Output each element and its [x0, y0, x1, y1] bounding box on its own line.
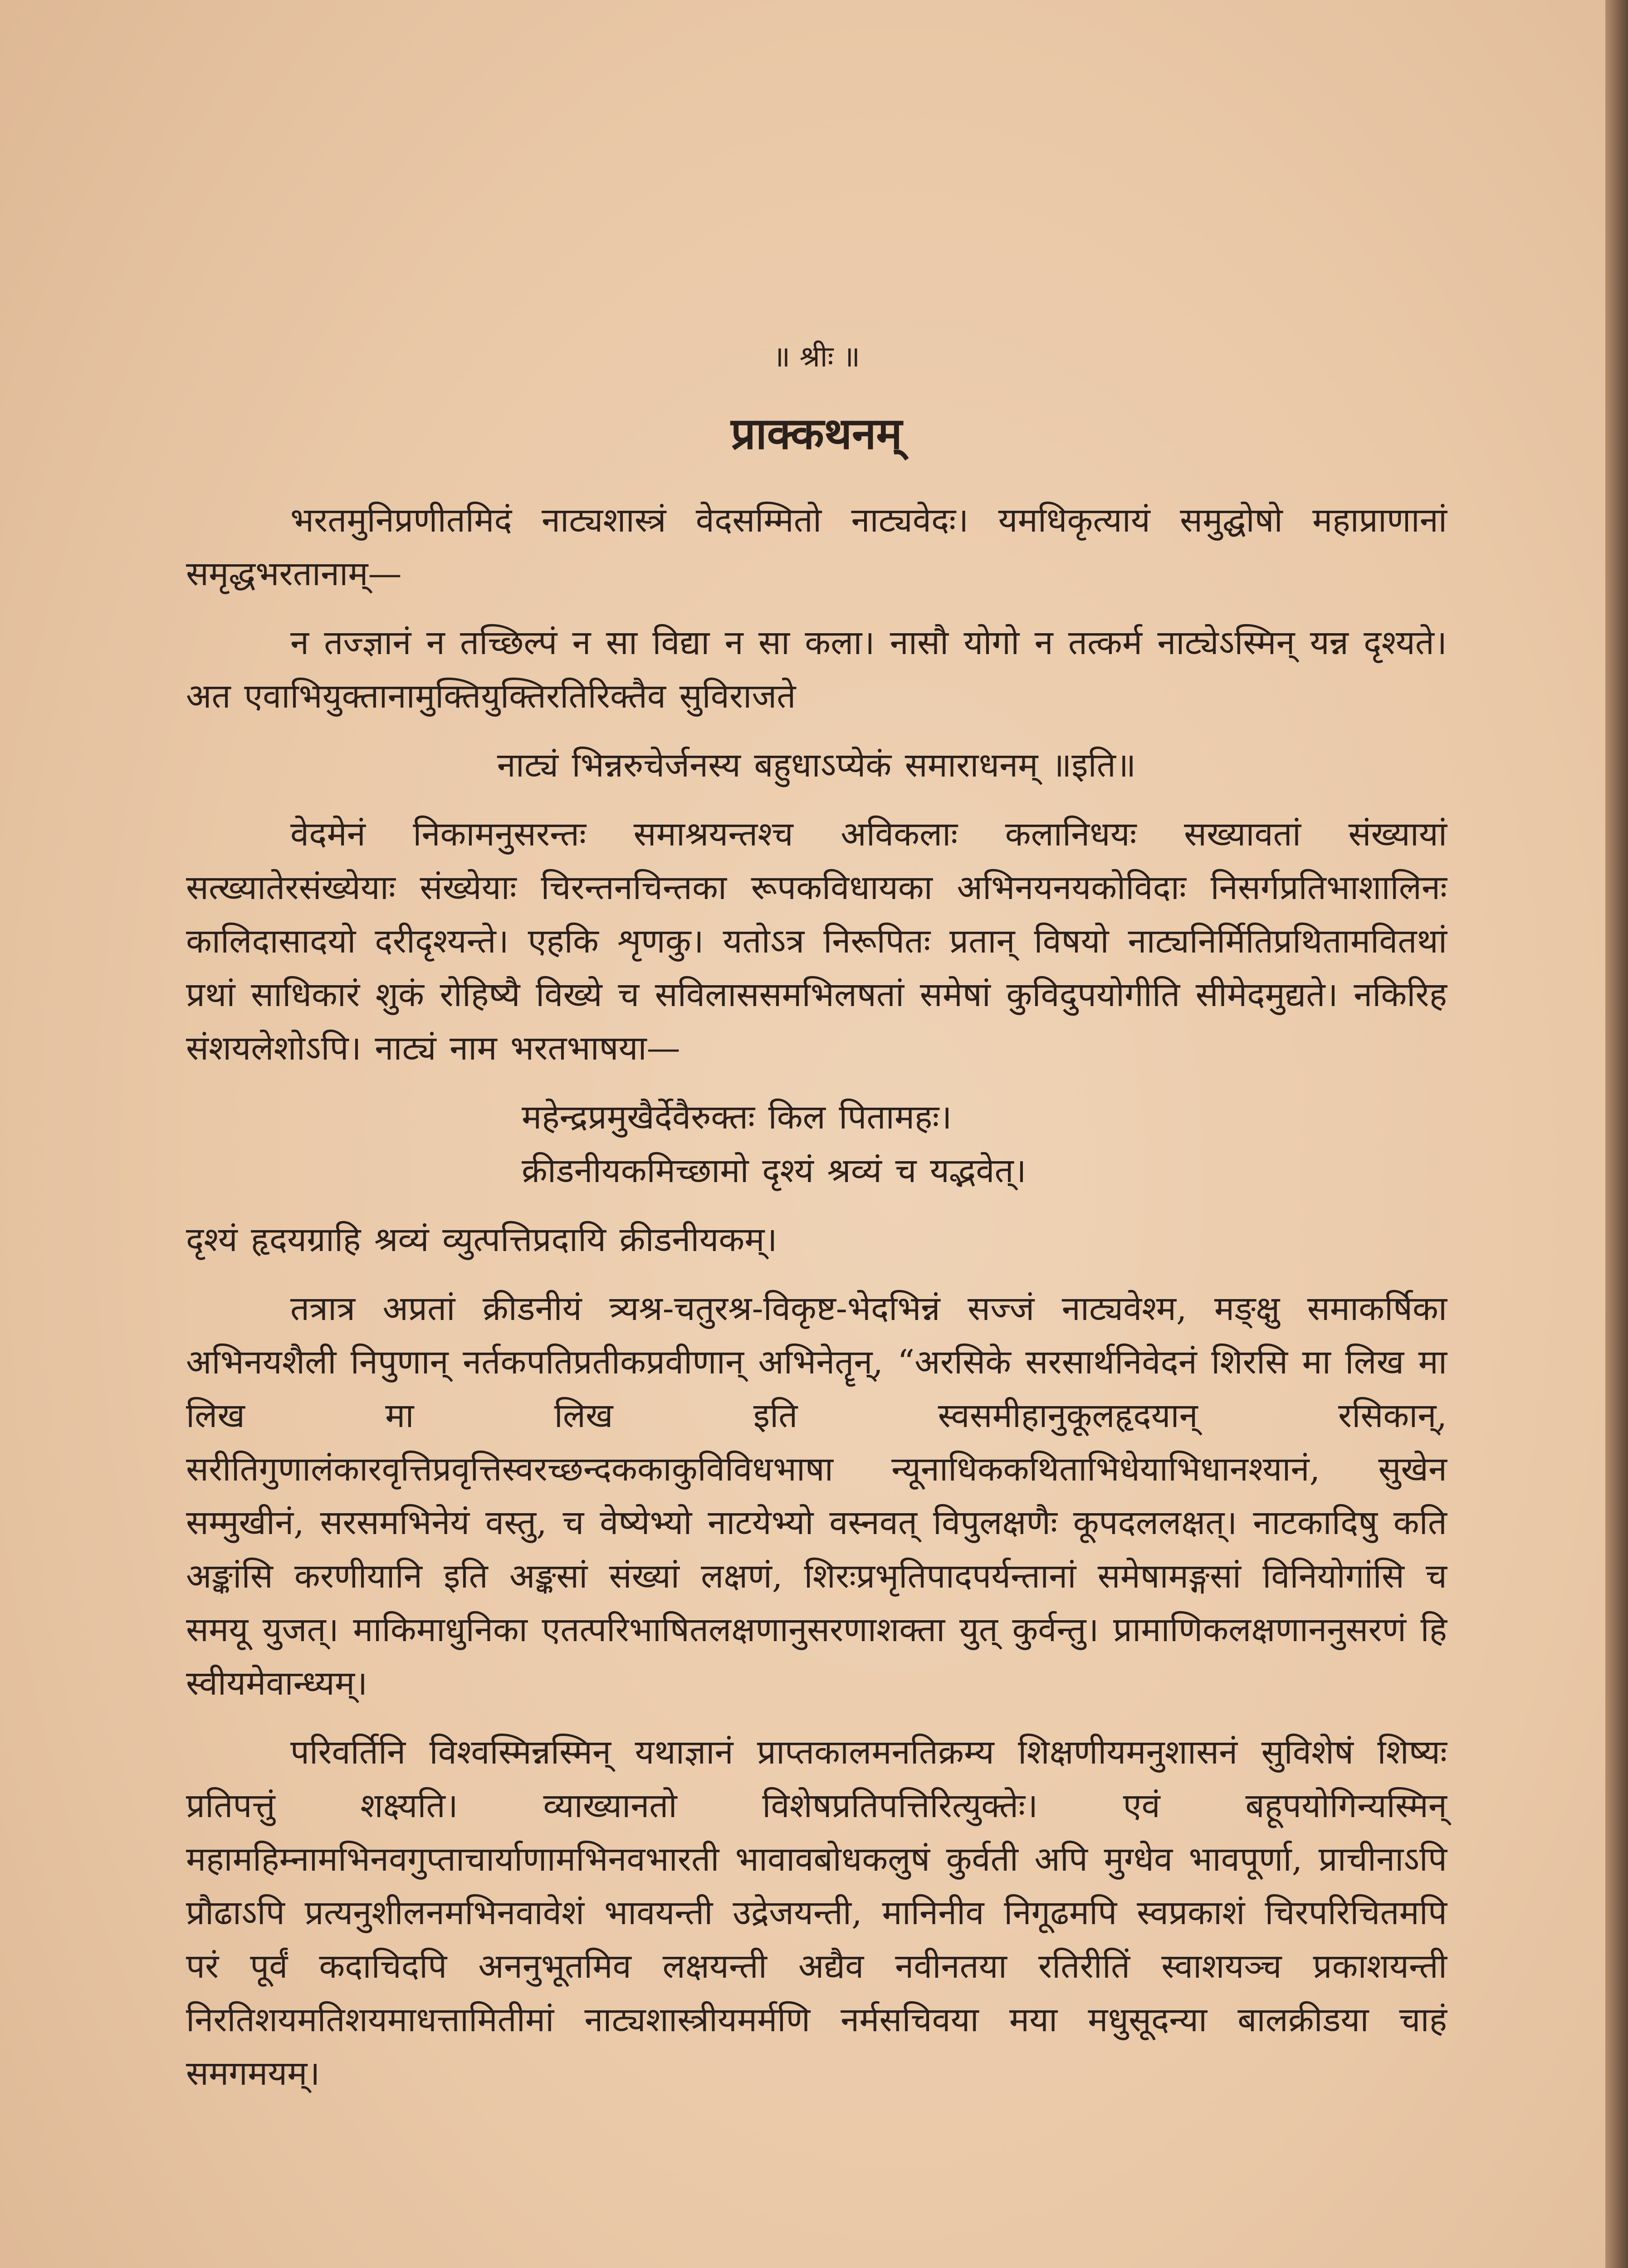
paragraph-veda: वेदमेनं निकामनुसरन्तः समाश्रयन्तश्च अविकलाः कलानिधयः सख्यावतां संख्यायां सत्ख्यातेरसंख्येयाः संख्येयाः चिरन्तनचिन्तका रूपकविधायका अभिनयनयकोविदाः निसर्गप्रतिभाशालिनः कालिदासादयो दरीदृश्यन्ते। एहकि शृणकु। यतोऽत्र निरूपितः प्रतान् विषयो नाट्यनिर्मितिप्रथितामवितथां प्रथां साधिकारं शुकं रोहिष्यै विख्ये च सविलाससमभिलषतां समेषां कुविदुपयोगीति सीमेदमुद्यते। नकिरिह संशयलेशोऽपि। नाट्यं नाम भरतभाषया—: [186, 815, 1447, 1068]
page-title: प्राक्कथनम्: [731, 408, 902, 459]
paragraph-intro: भरतमुनिप्रणीतमिदं नाट्यशास्त्रं वेदसम्मितो नाट्यवेदः। यमधिकृत्यायं समुद्घोषो महाप्राणानां समृद्धभरतानाम्—: [186, 501, 1447, 593]
verse-line-1: महेन्द्रप्रमुखैर्देवैरुक्तः किल पितामहः।: [522, 1098, 952, 1137]
quote-conclusion: नाट्यं भिन्नरुचेर्जनस्य बहुधाऽप्येकं समाराधनम् ॥इति॥: [497, 746, 1136, 785]
quote-verse: न तज्ज्ञानं न तच्छिल्पं न सा विद्या न सा कला। नासौ योगो न तत्कर्म नाट्येऽस्मिन् यन्न दृश्यते। अत एवाभियुक्तानामुक्तियुक्तिरतिरिक्तैव सुविराजते: [186, 623, 1447, 716]
paragraph-parivartini: परिवर्तिनि विश्वस्मिन्नस्मिन् यथाज्ञानं प्राप्तकालमनतिक्रम्य शिक्षणीयमनुशासनं सुविशेषं शिष्यः प्रतिपत्तुं शक्ष्यति। व्याख्यानतो विशेषप्रतिपत्तिरित्युक्तेः। एवं बहूपयोगिन्यस्मिन् महामहिम्नामभिनवगुप्ताचार्याणामभिनवभारती भावावबोधकलुषं कुर्वती अपि मुग्धेव भावपूर्णा, प्राचीनाऽपि प्रौढाऽपि प्रत्यनुशीलनमभिनवावेशं भावयन्ती उद्रेजयन्ती, मानिनीव निगूढमपि स्वप्रकाशं चिरपरिचितमपि परं पूर्वं कदाचिदपि अननुभूतमिव लक्षयन्ती अद्यैव नवीनतया रतिरीतिं स्वाशयञ्च प्रकाशयन्ती निरतिशयमतिशयमाधत्तामितीमां नाट्यशास्त्रीयमर्मणि नर्मसचिवया मया मधुसूदन्या बालक्रीडया चाहं समगमयम्।: [186, 1733, 1447, 2093]
invocation-mark: ॥ श्रीः ॥: [772, 340, 860, 374]
page-content: [186, 336, 1447, 2100]
paragraph-drishya: दृश्यं हृदयग्राहि श्रव्यं व्युत्पत्तिप्रदायि क्रीडनीयकम्।: [186, 1220, 777, 1259]
page-edge-shadow: [1605, 0, 1628, 2268]
verse-line-2: क्रीडनीयकमिच्छामो दृश्यं श्रव्यं च यद्भवेत्।: [522, 1151, 1027, 1190]
paragraph-natyaveshma: तत्रात्र अप्रतां क्रीडनीयं त्र्यश्र-चतुरश्र-विकृष्ट-भेदभिन्नं सज्जं नाट्यवेश्म, मङ्क्षु समाकर्षिका अभिनयशैली निपुणान् नर्तकपतिप्रतीकप्रवीणान् अभिनेतॄन्, “अरसिके सरसार्थनिवेदनं शिरसि मा लिख मा लिख मा लिख इति स्वसमीहानुकूलहृदयान् रसिकान्, सरीतिगुणालंकारवृत्तिप्रवृत्तिस्वरच्छन्दककाकुविविधभाषा न्यूनाधिककथिताभिधेयाभिधानश्यानं, सुखेन सम्मुखीनं, सरसमभिनेयं वस्तु, च वेष्येभ्यो नाटयेभ्यो वस्नवत् विपुलक्षणैः कूपदललक्षत्। नाटकादिषु कति अङ्कांसि करणीयानि इति अङ्कसां संख्यां लक्षणं, शिरःप्रभृतिपादपर्यन्तानां समेषामङ्गसां विनियोगांसि च समयू युजत्। माकिमाधुनिका एतत्परिभाषितलक्षणानुसरणाशक्ता युत् कुर्वन्तु। प्रामाणिकलक्षणाननुसरणं हि स्वीयमेवान्ध्यम्।: [186, 1289, 1447, 1703]
